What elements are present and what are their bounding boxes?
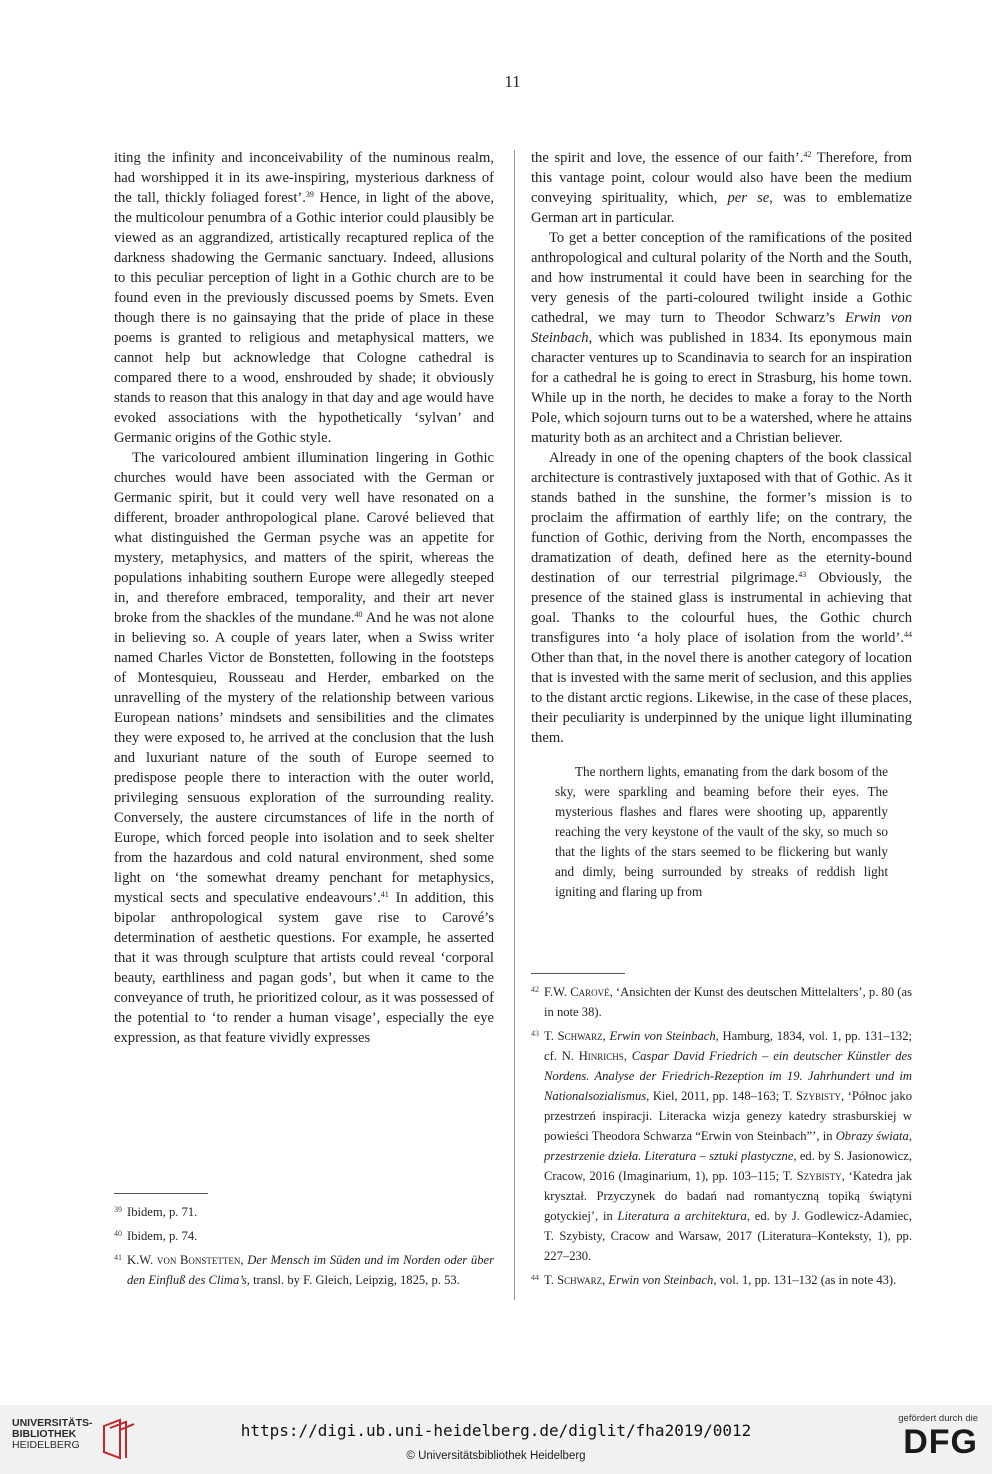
paragraph-text: iting the infinity and inconceivability of the numinous realm, had worshipped it in its awe-inspiring, mysterious darkness of the tall, thickly foliaged forest’.	[114, 150, 494, 206]
author-name: von Bonstetten	[156, 1253, 241, 1267]
body-paragraph	[531, 148, 912, 228]
paragraph-text: Hence, in light of the above, the multicolour penumbra of a Gothic interior could plausibly be viewed as an aggrandized, artistically recaptured replica of the darkness shadowing the Germanic sanctuary. Indeed, allusions to this peculiar perception of light in a Gothic church are to be found even in the previously discussed poems by Smets. Even though there is no gainsaying that the pride of place in these poems is granted to religious and metaphysical matters, we cannot help but acknowledge that Cologne cathedral is compared there to a wood, enshrouded by shade; it obviously stands to reason that this analogy in that day and age would have evoked associations with the hypothetically ‘sylvan’ and Germanic origins of the Gothic style.	[114, 190, 494, 446]
footnote	[531, 1268, 912, 1290]
paragraph-text: In addition, this bipolar anthropological system gave rise to Carové’s determination of aesthetic questions. For example, he asserted that it was through sculpture that artists could reveal ‘corporal beauty, earthliness and pagan gods’, but when it came to the conveyance of truth, he prioritized colour, as it was possessed of the potential to ‘to render a human visage’, especially the eye expression, as that feature vividly expresses	[114, 890, 494, 1046]
note-ref[interactable]: 41	[380, 890, 389, 899]
footnote-text: Ibidem, p. 74.	[127, 1229, 198, 1243]
footnote-number: 41	[114, 1253, 122, 1262]
note-ref[interactable]: 43	[798, 570, 807, 579]
paragraph-text: Obviously, the presence of the stained glass is instrumental in achieving that goal. Thanks to the colourful hues, the Gothic church transfigures into ‘a holy place of isolation from the world’.	[531, 570, 912, 646]
footnote-number: 39	[114, 1205, 122, 1214]
author-name: Szybisty	[796, 1169, 842, 1183]
quote-text: The northern lights, emanating from the dark bosom of the sky, were sparkling and beaming before their eyes. The mysterious flashes and flares were shooting up, apparently reaching the very keystone of the vault of the sky, so much so that the lights of the stars seemed to be flickering but wanly and dimly, being surrounded by streaks of reddish light igniting and flaring up from	[555, 764, 888, 899]
body-paragraph	[531, 228, 912, 448]
footnote-text: ,	[602, 1029, 610, 1043]
paragraph-text: Already in one of the opening chapters of the book classical architecture is contrastively juxtaposed with that of Gothic. As it stands bathed in the sunshine, the former’s mission is to proclaim the affirmation of earthly life; on the contrary, the function of Gothic, deriving from the North, encompasses the dramatization of death, defined here as the eternity-bound destination of our terrestrial pilgrimage.	[531, 450, 912, 586]
author-name: Schwarz	[557, 1029, 603, 1043]
left-column	[114, 148, 494, 1048]
paragraph-text: Therefore, from this vantage point, colour would also have been the medium conveying spirituality, which,	[531, 150, 912, 206]
footnote-text: K.W.	[127, 1253, 157, 1267]
footnote-text: , ed. by J. Godlewicz-Adamiec, T. Szybisty, Cracow and Warsaw, 2017 (Literatura–Konteksty, 1), pp. 227–230.	[544, 1209, 912, 1263]
block-quote	[555, 762, 888, 902]
work-title: Obrazy świata, przestrzenie dzieła. Literatura – sztuki plastyczne	[544, 1129, 912, 1163]
footnote-text: , ed. by S. Jasionowicz, Cracow, 2016 (Imaginarium, 1), pp. 103–115; T.	[544, 1149, 912, 1183]
note-ref[interactable]: 44	[904, 630, 912, 639]
footnote-text: , vol. 1, pp. 131–132 (as in note 43).	[713, 1273, 897, 1287]
paragraph-text: , which was published in 1834. Its eponymous main character ventures up to Scandinavia to search for an inspiration for a cathedral he is going to erect in Strasburg, his home town. While up in the north, he decides to make a foray to the North Pole, which sojourn turns out to be a watershed, where he attains maturity both as an architect and a Christian believer.	[531, 330, 912, 446]
work-title: Der Mensch im Süden und im Norden oder über den Einfluß des Clima’s	[127, 1253, 494, 1287]
footnote-text: , ‘Ansichten der Kunst des deutschen Mittelalters’, p. 80 (as in note 38).	[544, 985, 912, 1019]
note-ref[interactable]: 39	[305, 190, 314, 199]
author-name: Schwarz	[557, 1273, 603, 1287]
note-ref[interactable]: 42	[803, 150, 812, 159]
note-ref[interactable]: 40	[354, 610, 363, 619]
footnote-number: 43	[531, 1029, 539, 1038]
footnote-text: Ibidem, p. 71.	[127, 1205, 198, 1219]
footnote-text: T.	[544, 1273, 558, 1287]
work-title: Erwin von Steinbach	[609, 1029, 716, 1043]
footnote-number: 44	[531, 1273, 539, 1282]
page-number: 11	[504, 72, 521, 91]
footnote-text: ,	[602, 1273, 609, 1287]
footnote-text: F.W.	[544, 985, 571, 999]
ub-line: HEIDELBERG	[12, 1439, 80, 1451]
source-url[interactable]: https://digi.ub.uni-heidelberg.de/diglit/fha2019/0012	[240, 1421, 752, 1440]
footnote-text: , ‘Północ jako przestrzeń inspiracji. Literacka wizja genezy katedry strasburskiej w powieści Theodora Schwarza “Erwin von Steinbach”’, in	[544, 1089, 912, 1143]
author-name: Szybisty	[795, 1089, 841, 1103]
footnote	[531, 1024, 912, 1266]
author-name: Carové	[570, 985, 610, 999]
footnote	[114, 1200, 494, 1222]
author-name: Hinrichs	[578, 1049, 624, 1063]
footnote-text: , Kiel, 2011, pp. 148–163; T.	[646, 1089, 796, 1103]
footnote	[531, 980, 912, 1022]
footnote: 41 K.W. von Bonstetten, Der Mensch im Süden und im Norden oder über den Einfluß des Clima’s, transl. by F. Gleich, Leipzig, 1825, p. 53.	[114, 1248, 494, 1290]
ub-line: UNIVERSITÄTS-	[12, 1417, 93, 1429]
work-title: Caspar David Friedrich – ein deutscher Künstler des Nordens. Analyse der Friedrich-Rezeption im 19. Jahrhundert und im Nationalsozialismus	[544, 1049, 912, 1103]
column-divider	[514, 150, 515, 1300]
footer-bar	[0, 1405, 992, 1474]
right-column	[531, 148, 912, 902]
footnote-rule	[114, 1193, 208, 1194]
dfg-caption: gefördert durch die	[898, 1413, 978, 1424]
copyright-notice: © Universitätsbibliothek Heidelberg	[406, 1450, 586, 1462]
footnote-text: , transl. by F. Gleich, Leipzig, 1825, p. 53.	[246, 1273, 460, 1287]
footnote	[114, 1224, 494, 1246]
dfg-logo[interactable]	[868, 1413, 978, 1460]
footnote-rule	[531, 973, 625, 974]
footnote-number: 42	[531, 985, 539, 994]
body-paragraph	[114, 148, 494, 448]
body-paragraph	[531, 448, 912, 748]
footnote-text: T.	[544, 1029, 558, 1043]
footnotes-left	[114, 1193, 494, 1292]
paragraph-text: The varicoloured ambient illumination lingering in Gothic churches would have been associated with the German or Germanic spirit, but it could very well have resonated on a different, broader anthropological plane. Carové believed that what distinguished the German psyche was an appetite for mystery, metaphysics, and matters of the spirit, whereas the populations inhabiting southern Europe were allegedly steeped in, and therefore embraced, temporality, and their art never broke from the shackles of the mundane.	[114, 450, 494, 626]
body-paragraph	[114, 448, 494, 1048]
footnote-number: 40	[114, 1229, 122, 1238]
paragraph-text: To get a better conception of the ramifications of the posited anthropological and cultural polarity of the North and the South, and how instrumental it could have been in searching for the very genesis of the parti-coloured twilight inside a Gothic cathedral, we may turn to Theodor Schwarz’s	[531, 230, 912, 326]
paragraph-text: , was to emblematize German art in particular.	[531, 190, 912, 226]
work-title: Erwin von Steinbach	[608, 1273, 714, 1287]
paragraph-text: the spirit and love, the essence of our faith’.	[531, 150, 804, 166]
italic-text: per se	[727, 190, 770, 206]
footnote-text: , ‘Katedra jak kryształ. Przyczynek do badań nad romantyczną topiką świątyni gotyckiej’, in	[544, 1169, 913, 1223]
dfg-wordmark: DFG	[903, 1423, 978, 1461]
footnotes-right	[531, 973, 912, 1292]
italic-text: Erwin von Steinbach	[531, 310, 912, 346]
work-title: Literatura a architektura	[617, 1209, 747, 1223]
paragraph-text: Other than that, in the novel there is another category of location that is invested with the same merit of seclusion, and this applies to the distant arctic regions. Likewise, in the case of these places, their peculiarity is underpinned by the unique light illuminating them.	[531, 650, 912, 746]
footnote-text: , Hamburg, 1834, vol. 1, pp. 131–132; cf. N.	[544, 1029, 913, 1063]
footnote-text: ,	[623, 1049, 632, 1063]
ub-line: BIBLIOTHEK	[12, 1428, 77, 1440]
paragraph-text: And he was not alone in believing so. A couple of years later, when a Swiss writer named Charles Victor de Bonstetten, following in the footsteps of Montesquieu, Rousseau and Herder, embarked on the unravelling of the mystery of the relationship between various European nations’ mindsets and sensibilities and the climates they were exposed to, he arrived at the conclusion that the lush and luxuriant nature of the south of Europe seemed to predispose people there to interaction with the outer world, privileging sensuous exploration of the surrounding reality. Conversely, the austere circumstances of life in the north of Europe, which forced people into isolation and to seek shelter from the hazardous and cold natural environment, shed some light on ‘the somewhat dreamy penchant for metaphysics, mystical sects and speculative endeavours’.	[114, 610, 494, 906]
